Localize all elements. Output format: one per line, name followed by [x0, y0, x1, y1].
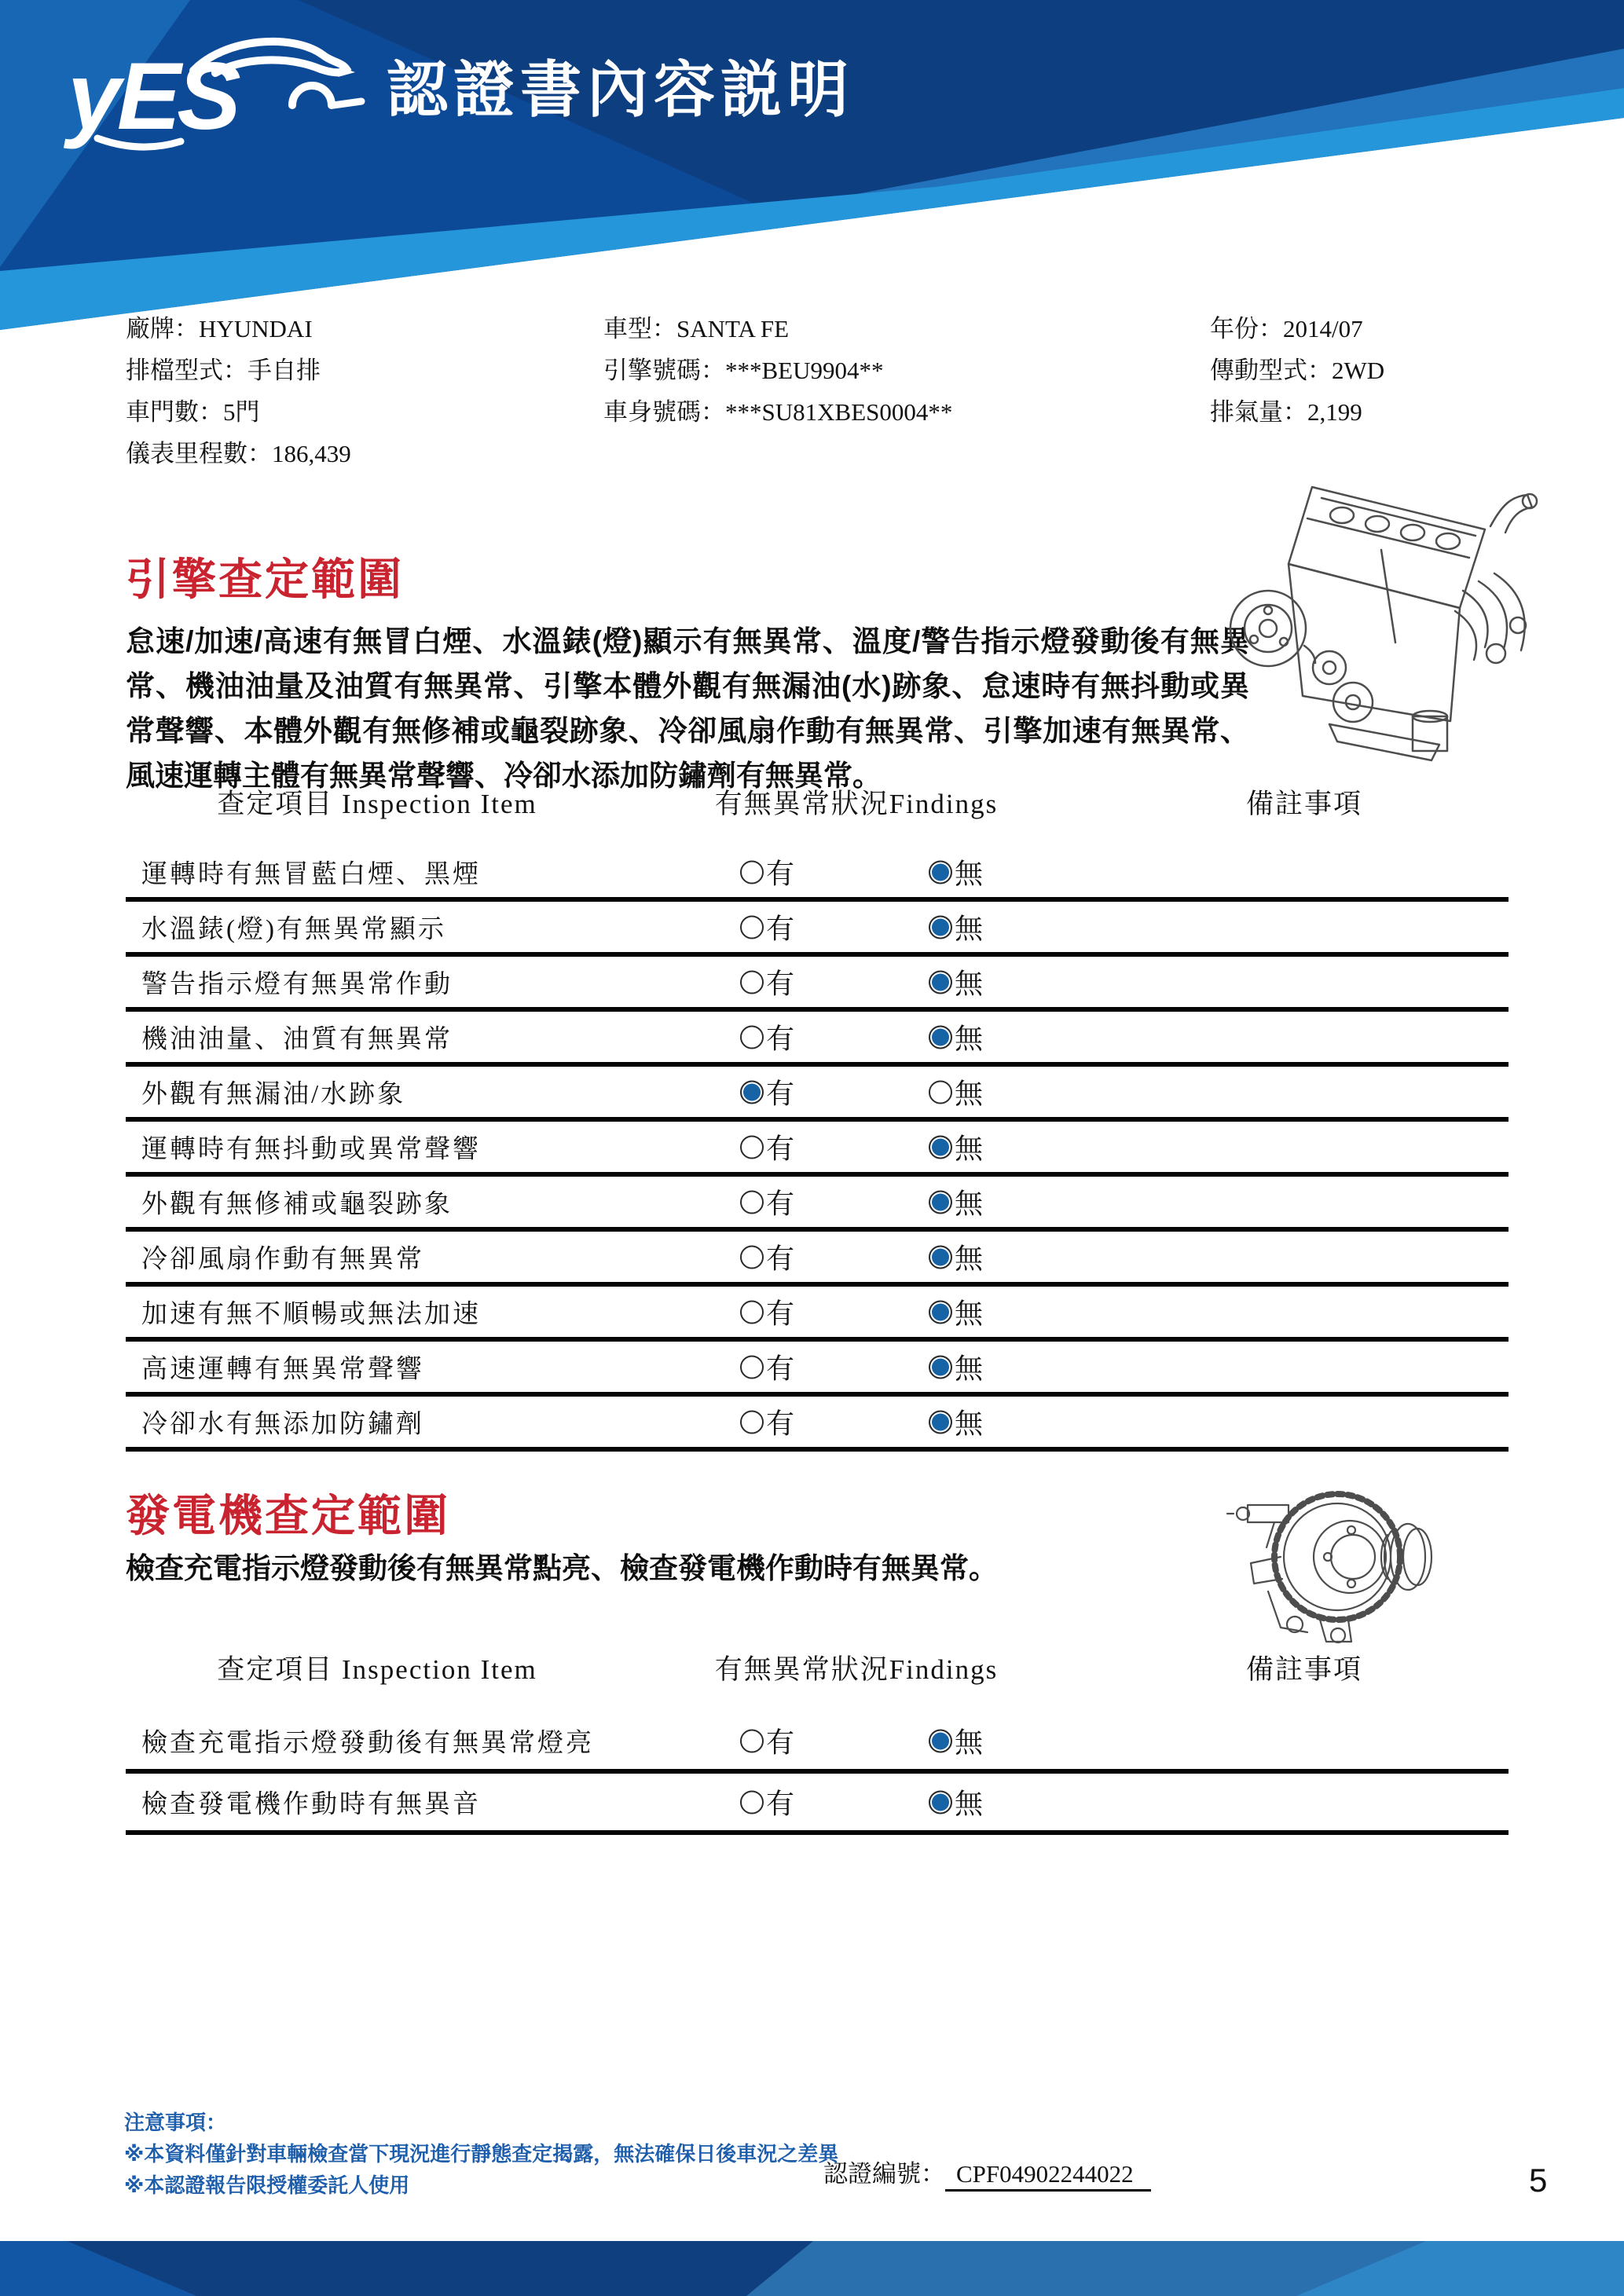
- generator-inspection-table: [126, 1648, 1509, 1844]
- inspection-item: 外觀有無修補或龜裂跡象: [141, 1190, 453, 1219]
- radio-no-label: 無: [955, 968, 984, 1000]
- engine-table-header: [126, 782, 1509, 829]
- radio-yes-label: 有: [766, 1408, 795, 1440]
- radio-yes[interactable]: [740, 1729, 764, 1752]
- inspection-item: 檢查發電機作動時有無異音: [141, 1790, 481, 1819]
- radio-no[interactable]: [929, 1245, 952, 1269]
- vehicle-info-col-1: [126, 308, 351, 474]
- table-row: [126, 1712, 1509, 1774]
- inspection-item: 運轉時有無抖動或異常聲響: [141, 1135, 481, 1164]
- table-row: [126, 1774, 1509, 1835]
- note-line: ※本認證報告限授權委託人使用: [124, 2173, 410, 2197]
- inspection-item: 加速有無不順暢或無法加速: [141, 1300, 481, 1329]
- radio-no[interactable]: [929, 970, 952, 994]
- radio-no[interactable]: [929, 1729, 952, 1752]
- radio-yes-label: 有: [766, 968, 795, 1000]
- radio-yes-label: 有: [766, 1078, 795, 1110]
- notes-title: 注意事項：: [124, 2111, 227, 2134]
- table-row: [126, 902, 1509, 957]
- table-row: [126, 1287, 1509, 1342]
- inspection-item: 外觀有無漏油/水跡象: [141, 1080, 406, 1109]
- info-engine-number: 引擎號碼：***BEU9904**: [603, 357, 884, 384]
- radio-yes[interactable]: [740, 1300, 764, 1324]
- info-year: 年份：2014/07: [1210, 315, 1363, 342]
- inspection-item: 警告指示燈有無異常作動: [141, 970, 453, 999]
- column-header-notes: 備註事項: [1245, 1654, 1362, 1685]
- inspection-item: 運轉時有無冒藍白煙、黑煙: [141, 860, 481, 889]
- notes-block: [124, 2107, 838, 2201]
- yes-logo: [61, 24, 376, 157]
- inspection-item: 檢查充電指示燈發動後有無異常燈亮: [141, 1729, 594, 1758]
- radio-no[interactable]: [929, 1080, 952, 1104]
- inspection-item: 高速運轉有無異常聲響: [141, 1355, 424, 1384]
- radio-yes-label: 有: [766, 913, 795, 945]
- radio-yes-label: 有: [766, 1243, 795, 1275]
- info-model: 車型：SANTA FE: [603, 315, 790, 342]
- radio-yes[interactable]: [740, 1410, 764, 1434]
- table-row: [126, 847, 1509, 902]
- radio-yes-label: 有: [766, 1133, 795, 1165]
- inspection-item: 冷卻風扇作動有無異常: [141, 1245, 424, 1274]
- vehicle-info-col-3: [1210, 308, 1384, 433]
- generator-section-description: 檢查充電指示燈發動後有無異常點亮、檢查發電機作動時有無異常。: [126, 1552, 998, 1584]
- logo-text: yES: [68, 42, 237, 149]
- radio-no[interactable]: [929, 1025, 952, 1049]
- radio-no[interactable]: [929, 1300, 952, 1324]
- radio-no-label: 無: [955, 1133, 984, 1165]
- page-number: 5: [1529, 2162, 1548, 2199]
- radio-no[interactable]: [929, 1790, 952, 1814]
- column-header-findings: 有無異常狀況Findings: [714, 1654, 999, 1685]
- generator-section-title: 發電機查定範圍: [126, 1491, 450, 1540]
- radio-no-label: 無: [955, 858, 984, 890]
- table-row: [126, 957, 1509, 1012]
- table-row: [126, 1012, 1509, 1067]
- column-header-findings: 有無異常狀況Findings: [714, 789, 999, 819]
- note-line: ※本資料僅針對車輛檢查當下現況進行靜態查定揭露，無法確保日後車況之差異: [124, 2142, 839, 2166]
- radio-no-label: 無: [955, 1408, 984, 1440]
- radio-yes[interactable]: [740, 1190, 764, 1214]
- radio-yes-label: 有: [766, 1298, 795, 1330]
- vehicle-info-col-2: [603, 308, 952, 433]
- column-header-notes: 備註事項: [1245, 789, 1362, 819]
- generator-table-header: [126, 1648, 1509, 1695]
- radio-yes[interactable]: [740, 1025, 764, 1049]
- radio-yes[interactable]: [740, 1355, 764, 1379]
- engine-section-description: 怠速/加速/高速有無冒白煙、水溫錶(燈)顯示有無異常、溫度/警告指示燈發動後有無異常、機油油量及油質有無異常、引擎本體外觀有無漏油(水)跡象、怠速時有無抖動或異常聲響、本體外觀有無修補或龜裂跡象、冷卻風扇作動有無異常、引擎加速有無異常、風速運轉主體有無異常聲響、冷卻水添加防鏽劑有無異常。: [126, 625, 1249, 792]
- radio-yes-label: 有: [766, 858, 795, 890]
- table-row: [126, 1177, 1509, 1232]
- engine-section-title: 引擎查定範圍: [126, 555, 404, 604]
- radio-no-label: 無: [955, 1727, 984, 1759]
- radio-no-label: 無: [955, 1023, 984, 1055]
- info-displacement: 排氣量：2,199: [1210, 398, 1362, 426]
- inspection-item: 水溫錶(燈)有無異常顯示: [141, 915, 446, 944]
- radio-no[interactable]: [929, 860, 952, 884]
- page-title: 認證書內容説明: [387, 55, 855, 124]
- certificate-number-label: 認證編號：: [823, 2160, 945, 2188]
- engine-illustration: [1219, 457, 1565, 771]
- radio-no-label: 無: [955, 1188, 984, 1220]
- radio-yes[interactable]: [740, 1080, 764, 1104]
- inspection-item: 機油油量、油質有無異常: [141, 1025, 453, 1054]
- info-door-count: 車門數：5門: [126, 398, 260, 426]
- radio-yes-label: 有: [766, 1023, 795, 1055]
- radio-yes[interactable]: [740, 1245, 764, 1269]
- column-header-item: 查定項目 Inspection Item: [217, 789, 537, 819]
- radio-no-label: 無: [955, 1298, 984, 1330]
- radio-yes-label: 有: [766, 1353, 795, 1385]
- info-vin: 車身號碼：***SU81XBES0004**: [603, 398, 953, 426]
- table-row: [126, 1232, 1509, 1287]
- radio-yes[interactable]: [740, 1135, 764, 1159]
- radio-no[interactable]: [929, 1355, 952, 1379]
- radio-no-label: 無: [955, 1353, 984, 1385]
- radio-no-label: 無: [955, 1078, 984, 1110]
- radio-yes-label: 有: [766, 1788, 795, 1820]
- radio-yes[interactable]: [740, 860, 764, 884]
- certificate-number-line: [823, 2154, 1151, 2189]
- alternator-illustration: [1226, 1481, 1461, 1650]
- radio-no-label: 無: [955, 1788, 984, 1820]
- info-brand: 廠牌：HYUNDAI: [126, 315, 313, 342]
- certificate-number-value: CPF04902244022: [945, 2160, 1151, 2192]
- radio-no[interactable]: [929, 1190, 952, 1214]
- radio-no-label: 無: [955, 913, 984, 945]
- radio-yes[interactable]: [740, 915, 764, 939]
- footer-banner: [0, 2241, 1624, 2296]
- column-header-item: 查定項目 Inspection Item: [217, 1654, 537, 1685]
- radio-no-label: 無: [955, 1243, 984, 1275]
- radio-yes-label: 有: [766, 1727, 795, 1759]
- radio-yes[interactable]: [740, 1790, 764, 1814]
- table-row: [126, 1397, 1509, 1452]
- radio-yes-label: 有: [766, 1188, 795, 1220]
- info-drivetrain: 傳動型式：2WD: [1210, 357, 1385, 384]
- table-row: [126, 1067, 1509, 1122]
- info-transmission-type: 排檔型式：手自排: [126, 357, 321, 384]
- engine-inspection-table: [126, 782, 1509, 1458]
- radio-no[interactable]: [929, 1135, 952, 1159]
- inspection-item: 冷卻水有無添加防鏽劑: [141, 1410, 424, 1439]
- radio-no[interactable]: [929, 915, 952, 939]
- table-row: [126, 1122, 1509, 1177]
- radio-no[interactable]: [929, 1410, 952, 1434]
- info-odometer: 儀表里程數：186,439: [126, 440, 351, 467]
- table-row: [126, 1342, 1509, 1397]
- radio-yes[interactable]: [740, 970, 764, 994]
